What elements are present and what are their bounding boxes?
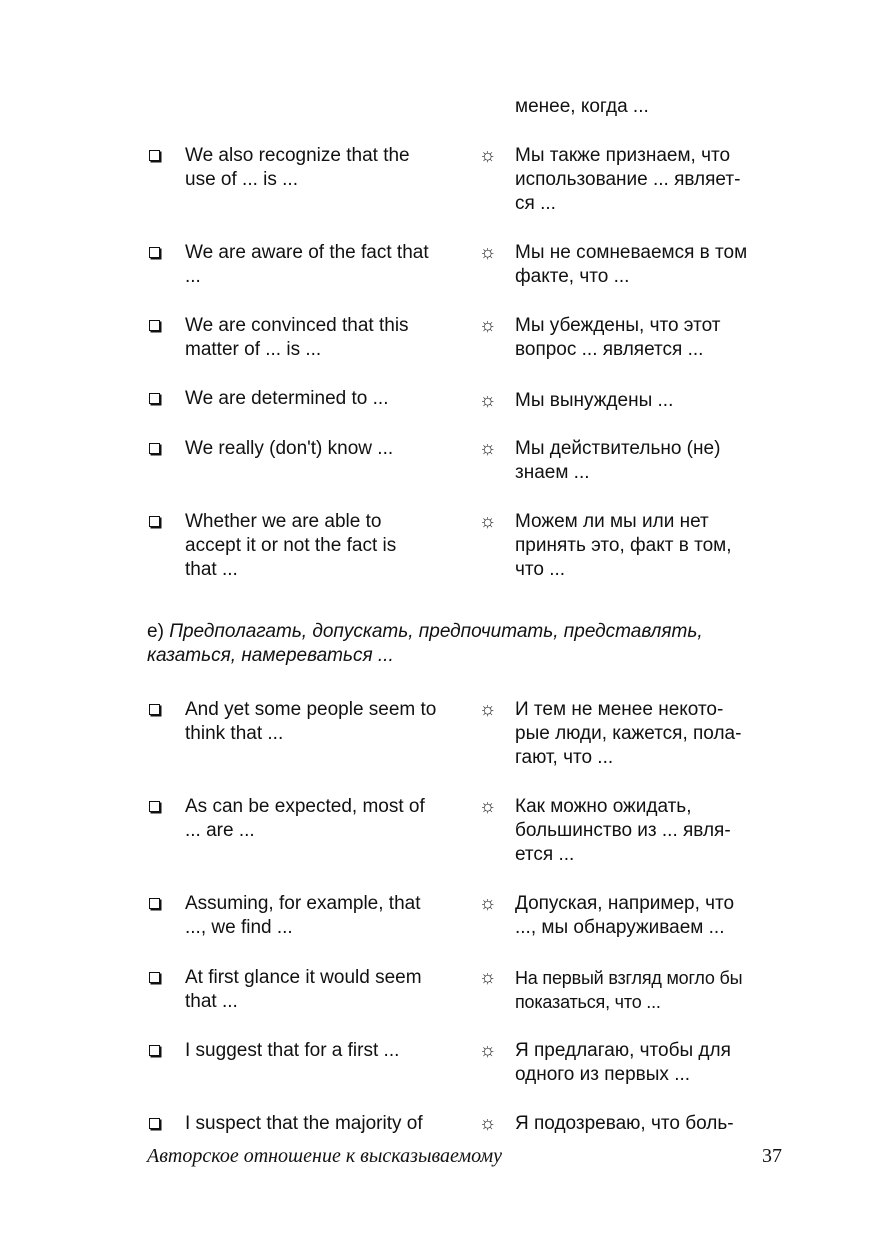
checkbox-bullet-icon xyxy=(149,1118,160,1129)
checkbox-bullet-icon xyxy=(149,898,160,909)
russian-translation: Мы не сомневаемся в том факте, что ... xyxy=(515,242,748,287)
checkbox-bullet-icon xyxy=(149,247,160,258)
russian-translation: Я подозреваю, что боль- xyxy=(515,1113,734,1134)
english-phrase: I suggest that for a first ... xyxy=(185,1040,400,1061)
english-phrase: We are determined to ... xyxy=(185,388,389,409)
english-phrase: Assuming, for example, that ..., we find ... xyxy=(185,893,421,938)
checkbox-bullet-icon xyxy=(149,972,160,983)
russian-translation: Мы вынуждены ... xyxy=(515,390,674,411)
carryover-text: менее, когда ... xyxy=(515,96,649,117)
english-phrase: Whether we are able to accept it or not the fact is that ... xyxy=(185,511,397,580)
sun-icon: ☼ xyxy=(479,511,497,532)
section-title-line-2: казаться, намереваться ... xyxy=(147,645,394,666)
sun-icon: ☼ xyxy=(479,390,497,411)
english-phrase: We also recognize that the use of ... is ... xyxy=(185,145,410,190)
russian-translation: На первый взгляд могло бы показаться, что ... xyxy=(515,968,743,1012)
sun-icon: ☼ xyxy=(479,315,497,336)
checkbox-bullet-icon xyxy=(149,516,160,527)
russian-translation: Допуская, например, что ..., мы обнаруживаем ... xyxy=(515,893,735,938)
english-phrase: We are convinced that this matter of ... is ... xyxy=(185,315,409,360)
sun-icon: ☼ xyxy=(479,242,497,263)
sun-icon: ☼ xyxy=(479,1113,497,1134)
section-marker: е) xyxy=(147,621,170,642)
russian-translation: Можем ли мы или нет принять это, факт в том, что ... xyxy=(515,511,732,580)
sun-icon: ☼ xyxy=(479,145,497,166)
russian-translation: Мы убеждены, что этот вопрос ... является ... xyxy=(515,315,721,360)
sun-icon: ☼ xyxy=(479,438,497,459)
checkbox-bullet-icon xyxy=(149,704,160,715)
english-phrase: We are aware of the fact that ... xyxy=(185,242,429,287)
page-number: 37 xyxy=(762,1145,782,1167)
english-phrase: And yet some people seem to think that ... xyxy=(185,699,437,744)
russian-translation: Мы также признаем, что использование ... являет- ся ... xyxy=(515,145,741,214)
checkbox-bullet-icon xyxy=(149,393,160,404)
checkbox-bullet-icon xyxy=(149,443,160,454)
checkbox-bullet-icon xyxy=(149,320,160,331)
sun-icon: ☼ xyxy=(479,699,497,720)
section-heading xyxy=(147,620,807,668)
english-phrase: I suspect that the majority of xyxy=(185,1113,423,1134)
english-phrase: We really (don't) know ... xyxy=(185,438,394,459)
sun-icon: ☼ xyxy=(479,796,497,817)
russian-translation: Мы действительно (не) знаем ... xyxy=(515,438,721,483)
russian-translation: И тем не менее некото- рые люди, кажется, пола- гают, что ... xyxy=(515,699,742,768)
checkbox-bullet-icon xyxy=(149,801,160,812)
sun-icon: ☼ xyxy=(479,967,497,988)
checkbox-bullet-icon xyxy=(149,150,160,161)
sun-icon: ☼ xyxy=(479,1040,497,1061)
section-title-line-1: Предполагать, допускать, предпочитать, представлять, xyxy=(169,621,703,642)
english-phrase: At first glance it would seem that ... xyxy=(185,967,422,1012)
russian-translation: Как можно ожидать, большинство из ... явля- ется ... xyxy=(515,796,731,865)
running-footer-title: Авторское отношение к высказываемому xyxy=(147,1145,503,1167)
checkbox-bullet-icon xyxy=(149,1045,160,1056)
russian-translation: Я предлагаю, чтобы для одного из первых ... xyxy=(515,1040,731,1085)
sun-icon: ☼ xyxy=(479,893,497,914)
english-phrase: As can be expected, most of ... are ... xyxy=(185,796,425,841)
